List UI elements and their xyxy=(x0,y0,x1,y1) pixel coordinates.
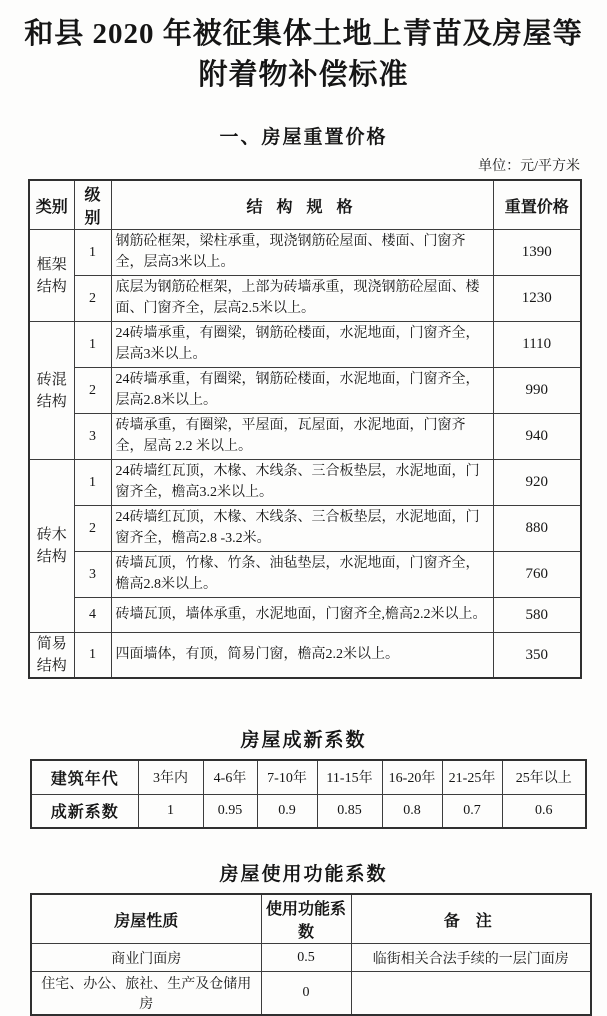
level-cell: 4 xyxy=(74,598,111,633)
table-row xyxy=(29,506,581,552)
level-cell: 1 xyxy=(74,460,111,506)
table-row xyxy=(31,972,591,1016)
house-type-cell: 住宅、办公、旅社、生产及仓储用房 xyxy=(31,972,261,1016)
spec-cell: 24砖墙红瓦顶，木椽、木线条、三合板垫层，水泥地面，门窗齐全，檐高2.8 -3.2米。 xyxy=(111,506,493,552)
spec-cell: 砖墙瓦顶，墙体承重，水泥地面，门窗齐全,檐高2.2米以上。 xyxy=(111,598,493,633)
spec-cell: 砖墙承重，有圈梁，平屋面，瓦屋面，水泥地面，门窗齐全，屋高 2.2 米以上。 xyxy=(111,414,493,460)
table-row xyxy=(29,368,581,414)
house-type-cell: 商业门面房 xyxy=(31,944,261,972)
age-range-cell: 4-6年 xyxy=(203,760,257,794)
age-range-cell: 25年以上 xyxy=(502,760,586,794)
function-table-header-row xyxy=(31,894,591,944)
coefficient-cell: 0.8 xyxy=(382,794,442,828)
col-header-category: 类别 xyxy=(29,180,74,230)
table-row xyxy=(29,633,581,679)
unit-note: 单位：元/平方米 xyxy=(478,159,580,174)
price-cell: 350 xyxy=(493,633,581,679)
table-row xyxy=(29,322,581,368)
document-title-line2: 附着物补偿标准 xyxy=(198,59,409,91)
category-cell: 砖混结构 xyxy=(29,322,74,460)
function-coefficient-cell: 0 xyxy=(261,972,351,1016)
price-cell: 1390 xyxy=(493,230,581,276)
spec-cell: 24砖墙承重，有圈梁，钢筋砼楼面，水泥地面，门窗齐全，层高3米以上。 xyxy=(111,322,493,368)
document-page xyxy=(0,14,607,1016)
category-cell: 砖木结构 xyxy=(29,460,74,633)
section-heading-replacement-price: 一、房屋重置价格 xyxy=(219,127,388,148)
level-cell: 3 xyxy=(74,414,111,460)
spec-cell: 砖墙瓦顶，竹椽、竹条、油毡垫层，水泥地面，门窗齐全，檐高2.8米以上。 xyxy=(111,552,493,598)
table-row xyxy=(29,598,581,633)
age-range-cell: 11-15年 xyxy=(317,760,382,794)
level-cell: 1 xyxy=(74,633,111,679)
col-header-spec: 结 构 规 格 xyxy=(111,180,493,230)
price-cell: 760 xyxy=(493,552,581,598)
coefficient-cell: 1 xyxy=(138,794,203,828)
age-range-cell: 7-10年 xyxy=(257,760,317,794)
coefficient-cell: 0.85 xyxy=(317,794,382,828)
col-header-note: 备 注 xyxy=(351,894,591,944)
table-row xyxy=(29,230,581,276)
level-cell: 2 xyxy=(74,506,111,552)
price-cell: 920 xyxy=(493,460,581,506)
category-cell: 框架结构 xyxy=(29,230,74,322)
function-coefficient-cell: 0.5 xyxy=(261,944,351,972)
table-header-row xyxy=(29,180,581,230)
spec-cell: 四面墙体，有顶，简易门窗，檐高2.2米以上。 xyxy=(111,633,493,679)
coefficient-row-label: 成新系数 xyxy=(31,794,138,828)
level-cell: 1 xyxy=(74,230,111,276)
section-heading-function-coefficient: 房屋使用功能系数 xyxy=(219,864,388,885)
table-row xyxy=(29,414,581,460)
col-header-house-type: 房屋性质 xyxy=(31,894,261,944)
price-cell: 990 xyxy=(493,368,581,414)
spec-cell: 钢筋砼框架，梁柱承重，现浇钢筋砼屋面、楼面、门窗齐全，层高3米以上。 xyxy=(111,230,493,276)
price-cell: 1110 xyxy=(493,322,581,368)
note-cell xyxy=(351,972,591,1016)
table-row xyxy=(29,552,581,598)
table-row xyxy=(29,276,581,322)
category-cell: 简易结构 xyxy=(29,633,74,679)
age-row-label: 建筑年代 xyxy=(31,760,138,794)
table-row xyxy=(31,944,591,972)
col-header-function-coefficient: 使用功能系数 xyxy=(261,894,351,944)
function-coefficient-table xyxy=(30,893,592,1016)
age-range-cell: 16-20年 xyxy=(382,760,442,794)
price-cell: 880 xyxy=(493,506,581,552)
condition-coefficient-table xyxy=(30,759,587,829)
replacement-price-table xyxy=(28,179,582,679)
level-cell: 3 xyxy=(74,552,111,598)
col-header-level: 级别 xyxy=(74,180,111,230)
table-row xyxy=(29,460,581,506)
note-cell: 临街相关合法手续的一层门面房 xyxy=(351,944,591,972)
col-header-price: 重置价格 xyxy=(493,180,581,230)
coefficient-cell: 0.95 xyxy=(203,794,257,828)
age-range-cell: 21-25年 xyxy=(442,760,502,794)
coefficient-value-row xyxy=(31,794,586,828)
spec-cell: 24砖墙承重，有圈梁，钢筋砼楼面，水泥地面，门窗齐全，层高2.8米以上。 xyxy=(111,368,493,414)
document-title xyxy=(10,14,597,96)
level-cell: 2 xyxy=(74,276,111,322)
level-cell: 2 xyxy=(74,368,111,414)
spec-cell: 24砖墙红瓦顶，木椽、木线条、三合板垫层，水泥地面，门窗齐全，檐高3.2米以上。 xyxy=(111,460,493,506)
spec-cell: 底层为钢筋砼框架，上部为砖墙承重，现浇钢筋砼屋面、楼面、门窗齐全，层高2.5米以上。 xyxy=(111,276,493,322)
age-header-row xyxy=(31,760,586,794)
coefficient-cell: 0.7 xyxy=(442,794,502,828)
age-range-cell: 3年内 xyxy=(138,760,203,794)
price-cell: 940 xyxy=(493,414,581,460)
coefficient-cell: 0.6 xyxy=(502,794,586,828)
price-cell: 580 xyxy=(493,598,581,633)
document-title-line1: 和县 2020 年被征集体土地上青苗及房屋等 xyxy=(24,18,583,50)
price-cell: 1230 xyxy=(493,276,581,322)
section-heading-condition-coefficient: 房屋成新系数 xyxy=(240,730,367,751)
level-cell: 1 xyxy=(74,322,111,368)
coefficient-cell: 0.9 xyxy=(257,794,317,828)
